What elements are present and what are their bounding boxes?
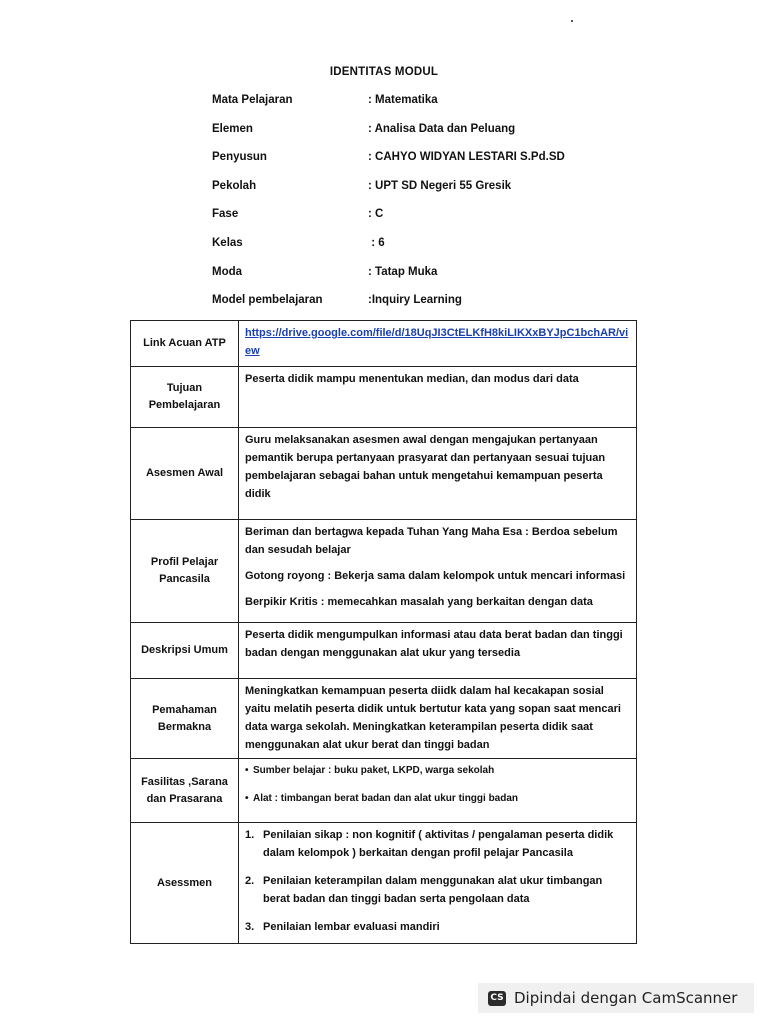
- row-content: [239, 823, 637, 944]
- identity-row: [212, 294, 652, 323]
- table-row: [131, 520, 637, 623]
- identity-value: :Inquiry Learning: [368, 294, 462, 307]
- row-label: Pemahaman Bermakna: [131, 679, 239, 759]
- atp-link[interactable]: https://drive.google.com/file/d/18UqJI3CtELKfH8kiLIKXxBYJpC1bchAR/view: [245, 327, 629, 357]
- row-content: Peserta didik mengumpulkan informasi atau data berat badan dan tinggi badan dengan menggunakan alat ukur yang tersedia: [239, 623, 637, 679]
- identity-value: : Matematika: [368, 94, 438, 106]
- row-label: Asesmen Awal: [131, 428, 239, 520]
- identity-key: Mata Pelajaran: [212, 94, 293, 106]
- item-text: Penilaian sikap : non kognitif ( aktivitas / pengalaman peserta didik dalam kelompok ) berkaitan dengan profil pelajar Pancasila: [263, 829, 614, 859]
- row-content: Peserta didik mampu menentukan median, dan modus dari data: [239, 367, 637, 428]
- identity-value: : Tatap Muka: [368, 265, 438, 278]
- list-item: [245, 872, 630, 908]
- module-table: [130, 320, 637, 944]
- item-text: Penilaian lembar evaluasi mandiri: [263, 921, 440, 933]
- document-title: IDENTITAS MODUL: [329, 66, 439, 78]
- identity-row: [212, 266, 652, 295]
- row-label: Profil Pelajar Pancasila: [131, 520, 239, 623]
- table-row: [131, 428, 637, 520]
- identity-key: Fase: [212, 208, 239, 221]
- identity-key: Moda: [212, 265, 243, 278]
- table-row: [131, 321, 637, 367]
- row-label: Asessmen: [131, 823, 239, 944]
- identity-row: [212, 237, 652, 266]
- profil-item: Beriman dan bertagwa kepada Tuhan Yang Maha Esa : Berdoa sebelum dan sesudah belajar: [245, 526, 618, 556]
- identity-key: Model pembelajaran: [212, 294, 323, 307]
- identity-value: : 6: [368, 236, 385, 249]
- identity-row: [212, 208, 652, 237]
- identity-row: [212, 123, 652, 152]
- camscanner-logo-icon: CS: [488, 991, 506, 1006]
- item-number: 2.: [245, 875, 255, 887]
- identity-value: : UPT SD Negeri 55 Gresik: [368, 179, 512, 192]
- item-number: 1.: [245, 829, 255, 841]
- list-item: [245, 918, 630, 936]
- identity-row: [212, 180, 652, 209]
- identity-key: Pekolah: [212, 179, 257, 192]
- camscanner-watermark: [478, 983, 754, 1013]
- list-item: [245, 826, 630, 862]
- identity-value: : CAHYO WIDYAN LESTARI S.Pd.SD: [368, 151, 565, 164]
- profil-item: Berpikir Kritis : memecahkan masalah yang berkaitan dengan data: [245, 596, 593, 608]
- table-row: [131, 367, 637, 428]
- table-row: [131, 679, 637, 759]
- row-content: [239, 520, 637, 623]
- table-row: [131, 823, 637, 944]
- row-content: [239, 321, 637, 367]
- row-content: [239, 759, 637, 823]
- table-row: [131, 623, 637, 679]
- item-text: Penilaian keterampilan dalam menggunakan alat ukur timbangan berat badan dan tinggi badan serta pengolaan data: [263, 875, 603, 905]
- identity-key: Penyusun: [212, 151, 267, 164]
- fasilitas-list: [245, 762, 630, 808]
- row-label: Fasilitas ,Sarana dan Prasarana: [131, 759, 239, 823]
- row-label: Deskripsi Umum: [131, 623, 239, 679]
- identity-key: Kelas: [212, 236, 243, 249]
- identity-value: : Analisa Data dan Peluang: [368, 122, 516, 135]
- table-row: [131, 759, 637, 823]
- item-number: 3.: [245, 921, 255, 933]
- row-label: Link Acuan ATP: [131, 321, 239, 367]
- identity-key: Elemen: [212, 122, 253, 135]
- scan-speck: [571, 20, 573, 22]
- identity-block: [212, 94, 652, 323]
- identity-row: [212, 94, 652, 123]
- profil-item: Gotong royong : Bekerja sama dalam kelompok untuk mencari informasi: [245, 570, 626, 582]
- row-content: Guru melaksanakan asesmen awal dengan mengajukan pertanyaan pemantik berupa pertanyaan prasyarat dan pertanyaan sesuai tujuan pembelajaran sebagai bahan untuk mengetahui kemampuan peserta didik: [239, 428, 637, 520]
- row-content: Meningkatkan kemampuan peserta diidk dalam hal kecakapan sosial yaitu melatih peserta didik untuk bertutur kata yang sopan saat mencari data warga sekolah. Meningkatkan keterampilan peserta didik saat menggunakan alat ukur berat dan tinggi badan: [239, 679, 637, 759]
- list-item: • Sumber belajar : buku paket, LKPD, warga sekolah: [245, 762, 630, 780]
- watermark-text: Dipindai dengan CamScanner: [514, 989, 738, 1007]
- asessmen-list: [245, 826, 630, 936]
- row-label: Tujuan Pembelajaran: [131, 367, 239, 428]
- identity-row: [212, 151, 652, 180]
- list-item: • Alat : timbangan berat badan dan alat ukur tinggi badan: [245, 790, 630, 808]
- identity-value: : C: [368, 208, 384, 221]
